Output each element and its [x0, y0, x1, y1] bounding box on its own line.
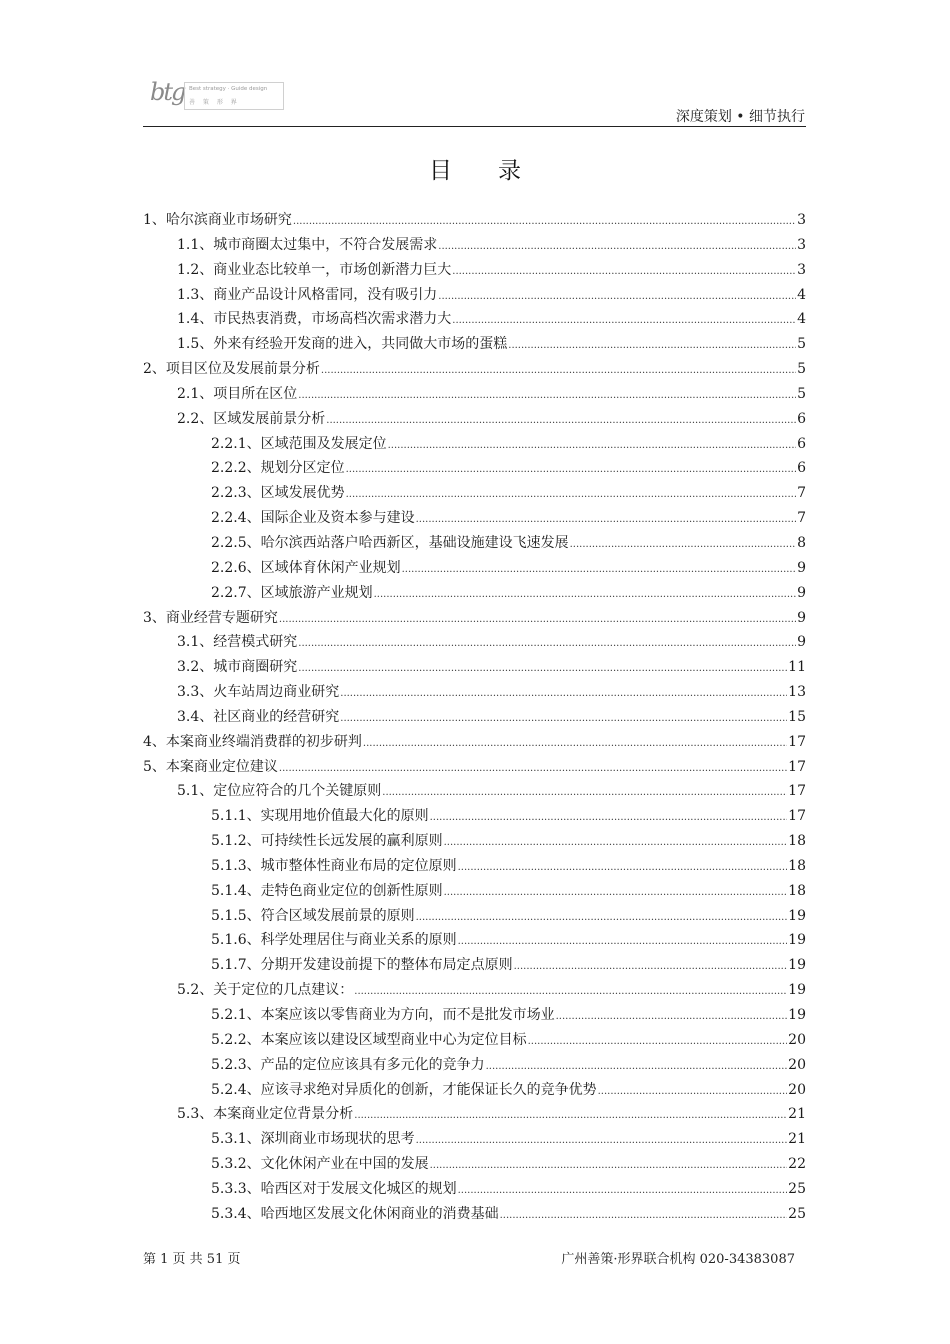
toc-entry-title: 5.1.3、城市整体性商业布局的定位原则	[211, 857, 457, 874]
toc-dot-leader	[514, 953, 788, 978]
toc-dot-leader	[298, 630, 796, 655]
toc-dot-leader	[279, 606, 796, 631]
toc-entry[interactable]	[143, 456, 806, 481]
toc-entry[interactable]	[143, 382, 806, 407]
toc-dot-leader	[444, 829, 788, 854]
toc-entry[interactable]	[143, 432, 806, 457]
toc-entry[interactable]	[143, 904, 806, 929]
toc-dot-leader	[346, 456, 796, 481]
toc-entry-page: 19	[788, 1007, 806, 1023]
toc-entry-page: 6	[797, 460, 806, 477]
toc-dot-leader	[438, 233, 796, 258]
toc-dot-leader	[354, 978, 787, 1003]
toc-entry-page: 4	[797, 311, 806, 328]
toc-dot-leader	[458, 928, 788, 953]
toc-entry-page: 19	[788, 907, 806, 924]
toc-dot-leader	[430, 804, 788, 829]
toc-dot-leader	[298, 382, 796, 407]
toc-dot-leader	[363, 730, 787, 755]
company-logo	[150, 78, 285, 112]
toc-entry-title: 5.1.7、分期开发建设前提下的整体布局定点原则	[211, 957, 513, 974]
toc-entry-page: 6	[797, 410, 806, 427]
toc-entry-title: 5.2、关于定位的几点建议：	[177, 982, 354, 999]
logo-chinese-text: 善 策 形 界	[189, 99, 240, 106]
toc-entry-title: 5.1.2、可持续性长远发展的赢利原则	[211, 833, 443, 850]
toc-entry-title: 5.3.2、文化休闲产业在中国的发展	[211, 1156, 429, 1173]
toc-entry-page: 17	[788, 733, 806, 750]
toc-entry-title: 2.2.6、区域体育休闲产业规划	[211, 559, 401, 576]
toc-entry[interactable]	[143, 258, 806, 283]
toc-entry[interactable]	[143, 606, 806, 631]
toc-entry-title: 3.1、经营模式研究	[177, 634, 298, 651]
toc-entry-title: 5.3.1、深圳商业市场现状的思考	[211, 1131, 415, 1148]
toc-entry[interactable]	[143, 879, 806, 904]
toc-dot-leader	[321, 357, 796, 382]
toc-entry[interactable]	[143, 1127, 806, 1152]
toc-entry[interactable]	[143, 332, 806, 357]
toc-entry-title: 2.2.7、区域旅游产业规划	[211, 584, 373, 601]
toc-entry-page: 25	[788, 1180, 806, 1197]
toc-entry-page: 5	[797, 336, 806, 353]
toc-dot-leader	[556, 1003, 788, 1028]
toc-entry-page: 9	[797, 609, 806, 626]
toc-dot-leader	[570, 531, 796, 556]
toc-entry-title: 2、项目区位及发展前景分析	[143, 361, 320, 378]
toc-dot-leader	[528, 1028, 788, 1053]
toc-entry-title: 2.2.4、国际企业及资本参与建设	[211, 510, 415, 527]
toc-dot-leader	[444, 879, 788, 904]
toc-dot-leader	[354, 1102, 787, 1127]
toc-entry[interactable]	[143, 829, 806, 854]
toc-dot-leader	[458, 854, 788, 879]
toc-entry-title: 4、本案商业终端消费群的初步研判	[143, 733, 362, 750]
toc-entry-page: 19	[788, 982, 806, 999]
toc-dot-leader	[452, 307, 796, 332]
toc-entry-page: 7	[797, 485, 806, 502]
toc-dot-leader	[340, 680, 787, 705]
toc-entry[interactable]	[143, 953, 806, 978]
toc-dot-leader	[416, 1127, 788, 1152]
toc-dot-leader	[416, 904, 788, 929]
toc-entry[interactable]	[143, 705, 806, 730]
toc-entry-page: 20	[788, 1031, 806, 1048]
toc-dot-leader	[438, 283, 796, 308]
toc-entry-title: 1.5、外来有经验开发商的进入，共同做大市场的蛋糕	[177, 336, 508, 353]
header-slogan: 深度策划 • 细节执行	[675, 109, 805, 125]
toc-entry-page: 9	[797, 584, 806, 601]
logo-mark: btg	[150, 78, 185, 106]
toc-entry[interactable]	[143, 233, 806, 258]
toc-entry[interactable]	[143, 556, 806, 581]
toc-entry-title: 1、哈尔滨商业市场研究	[143, 212, 292, 228]
logo-english-text: Best strategy · Guide design	[189, 86, 268, 92]
toc-title: 目录	[429, 158, 567, 184]
toc-entry[interactable]	[143, 1102, 806, 1127]
toc-entry-title: 2.2.3、区域发展优势	[211, 485, 345, 502]
toc-entry[interactable]	[143, 581, 806, 606]
toc-entry-page: 17	[788, 758, 806, 775]
toc-entry-page: 22	[788, 1156, 806, 1173]
toc-dot-leader	[508, 332, 796, 357]
toc-entry-title: 3.3、火车站周边商业研究	[177, 684, 340, 701]
toc-dot-leader	[486, 1053, 788, 1078]
toc-entry-page: 9	[797, 634, 806, 651]
toc-entry[interactable]	[143, 1003, 806, 1028]
toc-entry-page: 11	[788, 659, 806, 676]
toc-entry-page: 4	[797, 286, 806, 303]
toc-entry-page: 17	[788, 808, 806, 825]
toc-entry-title: 1.4、市民热衷消费，市场高档次需求潜力大	[177, 311, 452, 328]
toc-entry[interactable]	[143, 1028, 806, 1053]
toc-entry-title: 2.2.2、规划分区定位	[211, 460, 345, 477]
toc-entry-page: 8	[797, 534, 806, 551]
toc-entry-title: 5.1.4、走特色商业定位的创新性原则	[211, 882, 443, 899]
toc-entry-title: 3.4、社区商业的经营研究	[177, 708, 340, 725]
toc-entry[interactable]	[143, 1053, 806, 1078]
toc-entry[interactable]	[143, 283, 806, 308]
toc-dot-leader	[430, 1152, 788, 1177]
toc-entry-page: 17	[788, 783, 806, 800]
toc-entry-page: 18	[788, 833, 806, 850]
toc-entry-page: 21	[788, 1131, 806, 1148]
toc-entry-title: 5.3、本案商业定位背景分析	[177, 1106, 354, 1123]
toc-entry[interactable]	[143, 481, 806, 506]
toc-dot-leader	[340, 705, 787, 730]
toc-entry-page: 5	[797, 361, 806, 378]
toc-entry[interactable]	[143, 680, 806, 705]
toc-entry-title: 3.2、城市商圈研究	[177, 659, 298, 676]
toc-entry[interactable]	[143, 630, 806, 655]
toc-entry-page: 7	[797, 510, 806, 527]
toc-entry-title: 5.1.5、符合区域发展前景的原则	[211, 907, 415, 924]
toc-dot-leader	[452, 258, 796, 283]
logo-text-box	[184, 82, 284, 110]
toc-dot-leader	[402, 556, 796, 581]
toc-entry[interactable]	[143, 208, 806, 233]
toc-entry[interactable]	[143, 1078, 806, 1103]
toc-entry-page: 25	[788, 1205, 806, 1222]
toc-entry[interactable]	[143, 357, 806, 382]
toc-entry-title: 5.2.2、本案应该以建设区域型商业中心为定位目标	[211, 1031, 527, 1048]
toc-entry-page: 13	[788, 684, 806, 701]
toc-entry-page: 20	[788, 1056, 806, 1073]
toc-entry-page: 20	[788, 1081, 806, 1098]
toc-entry-page: 3	[797, 261, 806, 278]
toc-entry[interactable]	[143, 978, 806, 1003]
toc-dot-leader	[382, 779, 787, 804]
toc-entry-title: 5.2.1、本案应该以零售商业为方向，而不是批发市场业	[211, 1007, 555, 1023]
toc-entry-title: 2.2.5、哈尔滨西站落户哈西新区，基础设施建设飞速发展	[211, 534, 569, 551]
toc-dot-leader	[500, 1202, 788, 1227]
toc-dot-leader	[298, 655, 787, 680]
toc-entry-page: 6	[797, 435, 806, 452]
toc-entry-page: 5	[797, 385, 806, 402]
toc-entry[interactable]	[143, 804, 806, 829]
toc-entry-page: 3	[797, 212, 806, 228]
toc-entry-title: 2.2.1、区域范围及发展定位	[211, 435, 387, 452]
toc-entry-title: 5.3.3、哈西区对于发展文化城区的规划	[211, 1180, 457, 1197]
toc-entry[interactable]	[143, 854, 806, 879]
toc-entry-page: 3	[797, 236, 806, 253]
table-of-contents	[143, 208, 806, 1227]
toc-entry-page: 9	[797, 559, 806, 576]
toc-dot-leader	[346, 481, 796, 506]
toc-dot-leader	[326, 407, 796, 432]
toc-dot-leader	[279, 755, 787, 780]
toc-entry[interactable]	[143, 407, 806, 432]
toc-entry-page: 21	[788, 1106, 806, 1123]
toc-entry-title: 5.1.1、实现用地价值最大化的原则	[211, 808, 429, 825]
toc-entry[interactable]	[143, 779, 806, 804]
toc-entry[interactable]	[143, 307, 806, 332]
toc-dot-leader	[374, 581, 796, 606]
toc-entry-title: 5.1、定位应符合的几个关键原则	[177, 783, 382, 800]
toc-entry-title: 5.2.4、应该寻求绝对异质化的创新，才能保证长久的竞争优势	[211, 1081, 597, 1098]
toc-dot-leader	[458, 1177, 788, 1202]
toc-entry-title: 2.1、项目所在区位	[177, 385, 298, 402]
toc-entry-page: 15	[788, 708, 806, 725]
toc-entry-title: 1.2、商业业态比较单一，市场创新潜力巨大	[177, 261, 452, 278]
toc-entry-page: 19	[788, 957, 806, 974]
toc-entry[interactable]	[143, 928, 806, 953]
toc-entry[interactable]	[143, 1177, 806, 1202]
toc-dot-leader	[598, 1078, 788, 1103]
footer-page-info: 第 1 页 共 51 页	[143, 1252, 241, 1267]
toc-entry-page: 18	[788, 857, 806, 874]
toc-entry[interactable]	[143, 506, 806, 531]
toc-entry-title: 5.2.3、产品的定位应该具有多元化的竞争力	[211, 1056, 485, 1073]
toc-dot-leader	[293, 208, 796, 233]
toc-entry-title: 2.2、区域发展前景分析	[177, 410, 326, 427]
toc-entry-title: 5、本案商业定位建议	[143, 758, 278, 775]
toc-entry[interactable]	[143, 531, 806, 556]
toc-entry-title: 5.3.4、哈西地区发展文化休闲商业的消费基础	[211, 1205, 499, 1222]
toc-dot-leader	[388, 432, 796, 457]
toc-entry[interactable]	[143, 1152, 806, 1177]
toc-entry-title: 1.1、城市商圈太过集中，不符合发展需求	[177, 236, 438, 253]
toc-entry[interactable]	[143, 730, 806, 755]
toc-entry-page: 18	[788, 882, 806, 899]
toc-entry[interactable]	[143, 755, 806, 780]
header-divider	[143, 126, 806, 127]
toc-entry-page: 19	[788, 932, 806, 949]
footer-company: 广州善策·形界联合机构 020-34383087	[561, 1252, 795, 1267]
toc-entry-title: 1.3、商业产品设计风格雷同，没有吸引力	[177, 286, 438, 303]
toc-entry-title: 3、商业经营专题研究	[143, 609, 278, 626]
toc-dot-leader	[416, 506, 796, 531]
toc-entry[interactable]	[143, 1202, 806, 1227]
toc-entry[interactable]	[143, 655, 806, 680]
toc-entry-title: 5.1.6、科学处理居住与商业关系的原则	[211, 932, 457, 949]
